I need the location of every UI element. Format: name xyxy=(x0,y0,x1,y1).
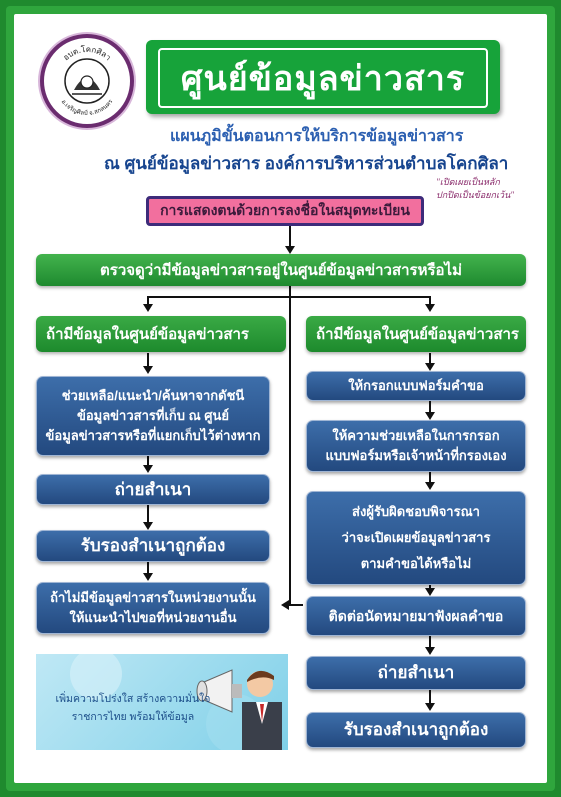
left-step1-line3: ข้อมูลข่าวสารหรือที่แยกเก็บไว้ต่างหาก xyxy=(45,428,261,443)
chart-subtitle: แผนภูมิขั้นตอนการให้บริการข้อมูลข่าวสาร xyxy=(170,128,464,145)
slogan-line-2: ปกปิดเป็นข้อยกเว้น" xyxy=(436,190,515,200)
arrow-down-icon xyxy=(425,588,435,596)
svg-text:อบต.โคกศิลา: อบต.โคกศิลา xyxy=(61,44,113,63)
left-step-refer-elsewhere xyxy=(36,582,270,634)
location-subtitle: ณ ศูนย์ข้อมูลข่าวสาร องค์การบริหารส่วนตำบลโคกศิลา xyxy=(104,154,509,173)
arrow-down-icon xyxy=(425,482,435,490)
right-step3-line3: ตามคำขอได้หรือไม่ xyxy=(360,556,472,571)
left-step-certify-copy: รับรองสำเนาถูกต้อง xyxy=(36,530,270,562)
step-register-identity: การแสดงตนด้วยการลงชื่อในสมุดทะเบียน xyxy=(146,196,424,226)
right-branch-header: ถ้ามีข้อมูลในศูนย์ข้อมูลข่าวสาร xyxy=(306,316,526,352)
title-banner xyxy=(146,40,500,114)
slogan xyxy=(436,176,556,202)
arrow-down-icon xyxy=(425,363,435,371)
left-step4-line1: ถ้าไม่มีข้อมูลข่าวสารในหน่วยงานนั้น xyxy=(50,590,256,605)
left-step-assist-search xyxy=(36,376,270,456)
arrow-down-icon xyxy=(425,304,435,312)
connector-start-check xyxy=(289,226,291,246)
arrow-down-icon xyxy=(285,246,295,254)
connector-left-1 xyxy=(147,353,149,367)
arrow-down-icon xyxy=(143,465,153,473)
right-step2-line1: ให้ความช่วยเหลือในการกรอก xyxy=(332,428,500,443)
left-step1-line2: ข้อมูลข่าวสารที่เก็บ ณ ศูนย์ xyxy=(76,408,230,423)
svg-text:อ.เจริญศิลป์ จ.สกลนคร: อ.เจริญศิลป์ จ.สกลนคร xyxy=(59,98,115,118)
page-title: ศูนย์ข้อมูลข่าวสาร xyxy=(158,48,488,108)
tambon-seal-logo xyxy=(40,34,134,128)
banner-text xyxy=(48,690,218,726)
banner-line-2: ราชการไทย พร้อมให้ข้อมูล xyxy=(71,711,195,723)
connector-left-down xyxy=(147,296,149,304)
connector-right-6 xyxy=(429,690,431,704)
right-step-fill-form: ให้กรอกแบบฟอร์มคำขอ xyxy=(306,371,526,401)
connector-center-to-right xyxy=(289,604,303,606)
right-step2-line2: แบบฟอร์มหรือเจ้าหน้าที่กรองเอง xyxy=(325,448,507,463)
left-step1-line1: ช่วยเหลือ/แนะนำ/ค้นหาจากดัชนี xyxy=(61,388,245,403)
slogan-line-1: "เปิดเผยเป็นหลัก xyxy=(436,177,500,187)
left-step-copy: ถ่ายสำเนา xyxy=(36,474,270,505)
arrow-down-icon xyxy=(143,366,153,374)
right-step3-line1: ส่งผู้รับผิดชอบพิจารณา xyxy=(352,504,480,519)
arrow-down-icon xyxy=(143,304,153,312)
arrow-down-icon xyxy=(425,703,435,711)
right-step-appointment: ติดต่อนัดหมายมาฟังผลคำขอ xyxy=(306,596,526,636)
connector-right-down xyxy=(429,296,431,304)
connector-left-3 xyxy=(147,505,149,523)
right-step3-line2: ว่าจะเปิดเผยข้อมูลข่าวสาร xyxy=(341,530,491,545)
right-step-help-filling xyxy=(306,420,526,472)
left-step4-line2: ให้แนะนำไปขอที่หน่วยงานอื่น xyxy=(69,610,237,625)
arrow-down-icon xyxy=(425,647,435,655)
transparency-banner xyxy=(36,654,288,750)
step-check-information: ตรวจดูว่ามีข้อมูลข่าวสารอยู่ในศูนย์ข้อมูลข่าวสารหรือไม่ xyxy=(36,254,526,286)
right-step-certify-copy: รับรองสำเนาถูกต้อง xyxy=(306,712,526,748)
arrow-down-icon xyxy=(425,412,435,420)
connector-check-down xyxy=(289,286,291,296)
left-branch-header: ถ้ามีข้อมูลในศูนย์ข้อมูลข่าวสาร xyxy=(36,316,286,352)
right-step-copy: ถ่ายสำเนา xyxy=(306,656,526,690)
right-step-consider-disclosure xyxy=(306,491,526,585)
arrow-down-icon xyxy=(143,573,153,581)
arrow-down-icon xyxy=(143,522,153,530)
banner-line-1: เพิ่มความโปร่งใส สร้างความมั่นใจ xyxy=(55,693,211,705)
arrow-left-icon xyxy=(281,600,289,610)
connector-center-vertical xyxy=(289,298,291,606)
